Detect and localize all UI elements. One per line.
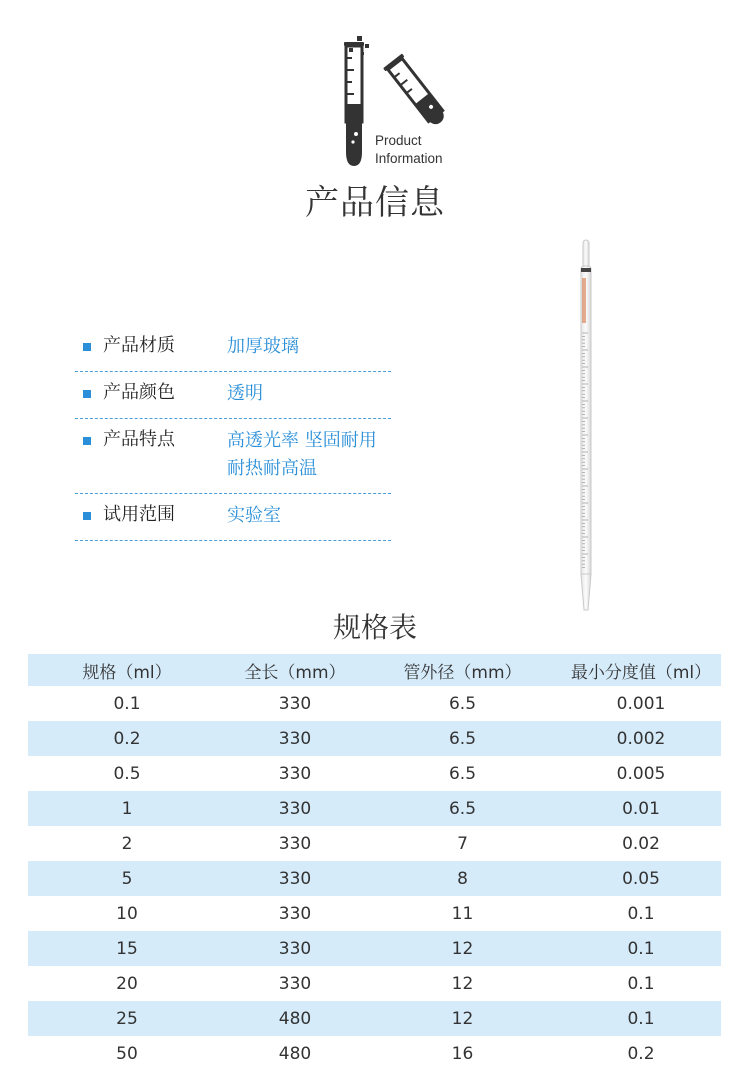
table-cell: 330 xyxy=(278,938,312,959)
column-header: 最小分度值（ml） xyxy=(570,662,712,683)
table-row xyxy=(28,791,721,826)
info-value: 透明 xyxy=(227,383,263,404)
table-cell: 330 xyxy=(278,868,312,889)
table-cell: 0.002 xyxy=(616,728,666,749)
table-cell: 12 xyxy=(451,938,474,959)
table-cell: 50 xyxy=(116,1043,138,1064)
info-value: 实验室 xyxy=(227,505,281,526)
logo-text xyxy=(375,132,443,168)
column-header: 全长（mm） xyxy=(244,662,346,683)
table-cell: 7 xyxy=(457,833,468,854)
info-label: 产品材质 xyxy=(103,335,175,356)
table-row xyxy=(28,931,721,966)
table-cell: 2 xyxy=(121,833,133,854)
table-cell: 480 xyxy=(278,1008,312,1029)
table-row xyxy=(28,1036,721,1071)
table-row xyxy=(28,686,721,721)
bullet-icon xyxy=(83,437,91,445)
table-cell: 10 xyxy=(116,903,138,924)
table-cell: 330 xyxy=(278,833,312,854)
table-cell: 6.5 xyxy=(448,763,477,784)
table-cell: 6.5 xyxy=(448,693,477,714)
table-cell: 8 xyxy=(457,868,468,889)
table-cell: 1 xyxy=(121,798,133,819)
bullet-icon xyxy=(83,343,91,351)
table-row xyxy=(28,721,721,756)
table-cell: 6.5 xyxy=(448,728,477,749)
table-cell: 11 xyxy=(451,903,474,924)
table-cell: 330 xyxy=(278,763,312,784)
table-cell: 330 xyxy=(278,973,312,994)
info-value-line: 高透光率 坚固耐用 xyxy=(227,430,377,451)
table-cell: 0.1 xyxy=(627,1008,655,1029)
table-cell: 0.2 xyxy=(113,728,141,749)
table-cell: 0.01 xyxy=(622,798,660,819)
table-cell: 25 xyxy=(116,1008,138,1029)
table-cell: 16 xyxy=(451,1043,474,1064)
table-cell: 330 xyxy=(278,798,312,819)
table-row xyxy=(28,861,721,896)
table-cell: 0.02 xyxy=(622,833,660,854)
pipette-image xyxy=(570,238,602,618)
logo-line1: Product xyxy=(375,133,422,148)
column-header: 管外径（mm） xyxy=(403,662,522,683)
spec-table xyxy=(28,654,721,1071)
table-cell: 0.001 xyxy=(616,693,666,714)
info-row-material xyxy=(75,325,391,372)
table-cell: 12 xyxy=(451,1008,474,1029)
table-header-row xyxy=(28,654,721,686)
table-cell: 330 xyxy=(278,903,312,924)
info-label: 产品颜色 xyxy=(103,382,175,403)
spec-table-title: 规格表 xyxy=(332,611,417,644)
table-cell: 20 xyxy=(116,973,138,994)
info-label: 产品特点 xyxy=(103,429,175,450)
table-cell: 0.1 xyxy=(113,693,141,714)
bullet-icon xyxy=(83,512,91,520)
info-value-line: 耐热耐高温 xyxy=(227,458,317,479)
table-row xyxy=(28,756,721,791)
info-row-features xyxy=(75,419,391,494)
table-cell: 0.2 xyxy=(627,1043,655,1064)
info-row-color xyxy=(75,372,391,419)
table-cell: 5 xyxy=(121,868,133,889)
table-row xyxy=(28,826,721,861)
product-info-list xyxy=(75,325,391,541)
table-row xyxy=(28,896,721,931)
table-cell: 12 xyxy=(451,973,474,994)
table-cell: 0.1 xyxy=(627,903,655,924)
table-cell: 0.05 xyxy=(622,868,660,889)
page-title: 产品信息 xyxy=(305,183,445,223)
table-cell: 480 xyxy=(278,1043,312,1064)
table-row xyxy=(28,966,721,1001)
info-value: 加厚玻璃 xyxy=(227,336,299,357)
info-label: 试用范围 xyxy=(103,504,175,525)
table-cell: 0.005 xyxy=(616,763,666,784)
column-header: 规格（ml） xyxy=(82,662,172,683)
table-cell: 330 xyxy=(278,693,312,714)
table-cell: 15 xyxy=(116,938,138,959)
logo-line2: Information xyxy=(375,151,443,166)
table-cell: 0.1 xyxy=(627,938,655,959)
table-cell: 330 xyxy=(278,728,312,749)
bullet-icon xyxy=(83,390,91,398)
table-cell: 0.1 xyxy=(627,973,655,994)
table-cell: 0.5 xyxy=(113,763,141,784)
table-cell: 6.5 xyxy=(448,798,477,819)
table-row xyxy=(28,1001,721,1036)
info-row-scope xyxy=(75,494,391,541)
